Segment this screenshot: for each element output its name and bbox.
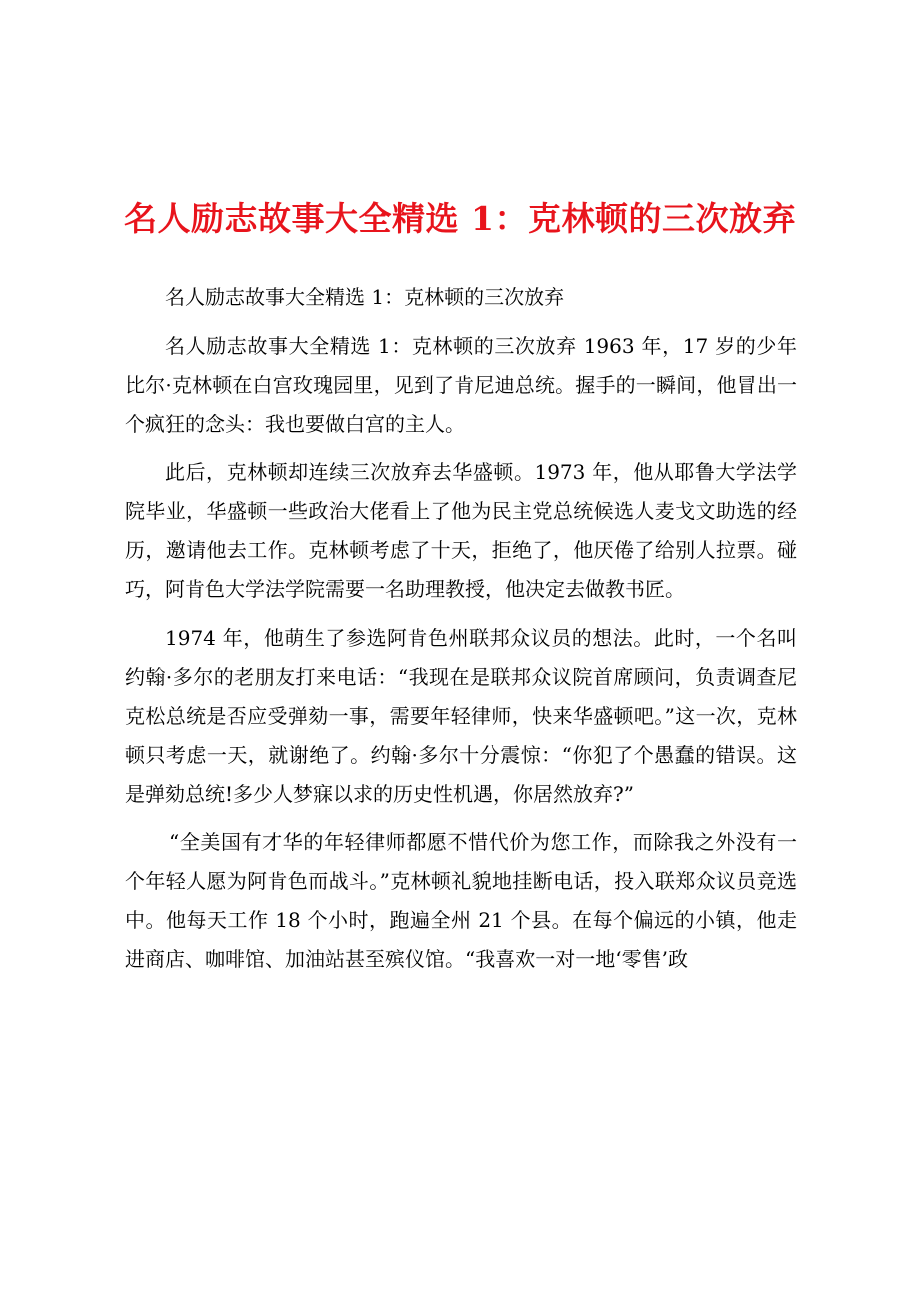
paragraph-4: 1974 年，他萌生了参选阿肯色州联邦众议员的想法。此时，一个名叫约翰·多尔的老朋友打来电话：“我现在是联邦众议院首席顾问，负责调查尼克松总统是否应受弹劾一事，需要年轻律师，快来华盛顿吧。”这一次，克林顿只考虑一天，就谢绝了。约翰·多尔十分震惊：“你犯了个愚蠢的错误。这是弹劾总统!多少人梦寐以求的历史性机遇，你居然放弃?” [125,625,797,806]
paragraph-5: “全美国有才华的年轻律师都愿不惜代价为您工作，而除我之外没有一个年轻人愿为阿肯色而战斗。”克林顿礼貌地挂断电话，投入联郑众议员竞选中。他每天工作 18 个小时，跑遍全州 21 个县。在每个偏远的小镇，他走进商店、咖啡馆、加油站甚至殡仪馆。“我喜欢一对一地‘零售’政 [125,830,797,972]
paragraph-1: 名人励志故事大全精选 1：克林顿的三次放弃 [165,285,565,309]
paragraph-3: 此后，克林顿却连续三次放弃去华盛顿。1973 年，他从耶鲁大学法学院毕业，华盛顿一些政治大佬看上了他为民主党总统候选人麦戈文助选的经历，邀请他去工作。克林顿考虑了十天，拒绝了，他厌倦了给别人拉票。碰巧，阿肯色大学法学院需要一名助理教授，他决定去做教书匠。 [125,460,797,602]
document-title: 名人励志故事大全精选 1：克林顿的三次放弃 [124,199,796,238]
paragraph-2: 名人励志故事大全精选 1：克林顿的三次放弃 1963 年，17 岁的少年比尔·克林顿在白宫玫瑰园里，见到了肯尼迪总统。握手的一瞬间，他冒出一个疯狂的念头：我也要做白宫的主人。 [125,333,797,436]
document-body [125,278,797,989]
